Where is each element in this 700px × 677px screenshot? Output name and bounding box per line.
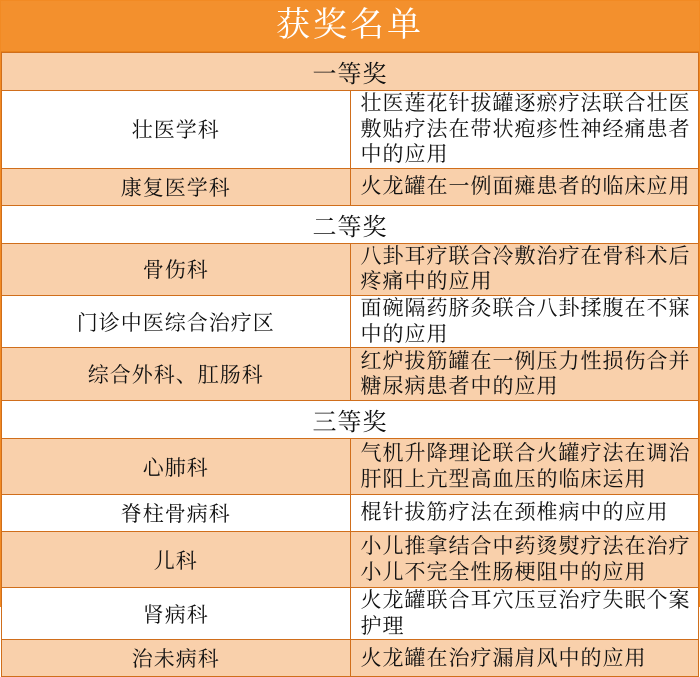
project-title-cell: 气机升降理论联合火罐疗法在调治肝阳上亢型高血压的临床运用 xyxy=(350,439,699,495)
project-title-cell: 红炉拔筋罐在一例压力性损伤合并糖尿病患者中的应用 xyxy=(350,348,699,401)
page-title: 获奖名单 xyxy=(276,5,424,45)
section-row-second-prize xyxy=(2,205,699,243)
department-cell: 壮医学科 xyxy=(2,91,351,169)
section-row-first-prize xyxy=(2,53,699,91)
section-heading-first-prize: 一等奖 xyxy=(2,53,699,91)
department-cell: 心肺科 xyxy=(2,439,351,495)
table-row xyxy=(2,495,699,532)
table-row xyxy=(2,439,699,495)
department-cell: 康复医学科 xyxy=(2,168,351,205)
table-row xyxy=(2,243,699,295)
table-row xyxy=(2,532,699,588)
section-heading-second-prize: 二等奖 xyxy=(2,205,699,243)
department-cell: 治未病科 xyxy=(2,640,351,677)
department-cell: 脊柱骨病科 xyxy=(2,495,351,532)
table-row xyxy=(2,296,699,348)
table-row xyxy=(2,91,699,169)
department-cell: 肾病科 xyxy=(2,588,351,640)
title-bar xyxy=(1,1,699,52)
section-row-third-prize xyxy=(2,401,699,439)
award-table xyxy=(1,52,699,677)
department-cell: 综合外科、肛肠科 xyxy=(2,348,351,401)
project-title-cell: 火龙罐在治疗漏肩风中的应用 xyxy=(350,640,699,677)
project-title-cell: 壮医莲花针拔罐逐瘀疗法联合壮医敷贴疗法在带状疱疹性神经痛患者中的应用 xyxy=(350,91,699,169)
project-title-cell: 棍针拔筋疗法在颈椎病中的应用 xyxy=(350,495,699,532)
project-title-cell: 火龙罐在一例面瘫患者的临床应用 xyxy=(350,168,699,205)
table-row xyxy=(2,640,699,677)
department-cell: 门诊中医综合治疗区 xyxy=(2,296,351,348)
table-row xyxy=(2,168,699,205)
department-cell: 骨伤科 xyxy=(2,243,351,295)
table-row xyxy=(2,588,699,640)
project-title-cell: 火龙罐联合耳穴压豆治疗失眠个案护理 xyxy=(350,588,699,640)
department-cell: 儿科 xyxy=(2,532,351,588)
section-heading-third-prize: 三等奖 xyxy=(2,401,699,439)
project-title-cell: 面碗隔药脐灸联合八卦揉腹在不寐中的应用 xyxy=(350,296,699,348)
table-row xyxy=(2,348,699,401)
project-title-cell: 小儿推拿结合中药烫熨疗法在治疗小儿不完全性肠梗阻中的应用 xyxy=(350,532,699,588)
project-title-cell: 八卦耳疗联合冷敷治疗在骨科术后疼痛中的应用 xyxy=(350,243,699,295)
